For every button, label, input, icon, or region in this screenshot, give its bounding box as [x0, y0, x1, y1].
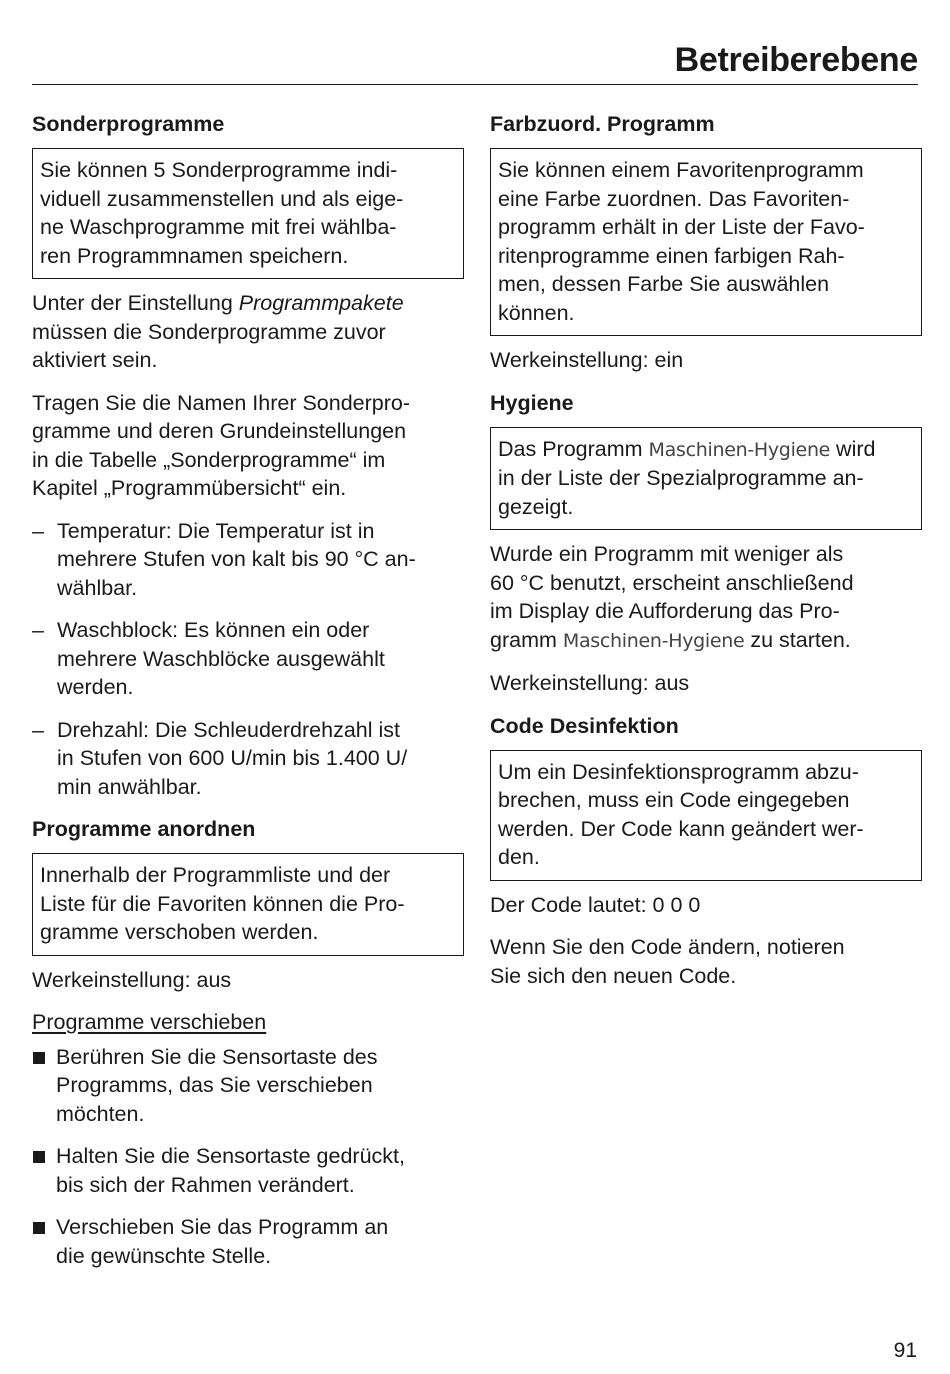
- box-line: werden. Der Code kann geändert wer-: [498, 816, 864, 841]
- code-line: Der Code lautet: 0 0 0: [490, 892, 701, 917]
- subheading-programme-verschieben: Programme verschieben: [32, 1010, 267, 1034]
- text: mehrere Waschblöcke ausgewählt: [57, 646, 385, 671]
- text: in die Tabelle „Sonderprogramme“ im: [32, 447, 386, 472]
- step-item: [32, 1142, 464, 1199]
- text: Kapitel „Programmübersicht“ ein.: [32, 476, 347, 500]
- info-box-sonderprogramme: [32, 148, 464, 279]
- dash-marker: –: [32, 518, 44, 543]
- text: aktiviert sein.: [32, 348, 158, 372]
- box-line: ren Programmnamen speichern.: [40, 243, 349, 268]
- text: Wurde ein Programm mit weniger als: [490, 542, 844, 566]
- heading-hygiene: Hygiene: [490, 390, 574, 415]
- text: wird: [830, 436, 876, 461]
- list-item: [32, 517, 464, 603]
- box-line: gramme verschoben werden.: [40, 920, 319, 944]
- text: Waschblock: Es können ein oder: [57, 618, 370, 642]
- text: 60 °C benutzt, erscheint anschließend: [490, 570, 854, 595]
- heading-code-desinfektion: Code Desinfektion: [490, 713, 679, 738]
- text: Halten Sie die Sensortaste gedrückt,: [56, 1144, 405, 1168]
- text: möchten.: [56, 1101, 145, 1126]
- dash-marker: –: [32, 717, 44, 742]
- page-title: Betreiberebene: [674, 41, 918, 79]
- box-line: können.: [498, 300, 575, 325]
- box-line: den.: [498, 845, 540, 869]
- display-text: Maschinen-Hygiene: [648, 438, 831, 461]
- page-header: [32, 36, 918, 85]
- page-number: 91: [893, 1339, 917, 1362]
- box-line: eine Farbe zuordnen. Das Favoriten-: [498, 186, 850, 211]
- heading-farbzuordnung: Farbzuord. Programm: [490, 112, 715, 136]
- text: Unter der Einstellung: [32, 291, 239, 315]
- text: min anwählbar.: [57, 774, 202, 799]
- box-line: ne Waschprogramme mit frei wählba-: [40, 215, 397, 239]
- text: Verschieben Sie das Programm an: [56, 1215, 389, 1239]
- text: bis sich der Rahmen verändert.: [56, 1172, 355, 1197]
- setting-hygiene: Werkeinstellung: aus: [490, 671, 690, 695]
- text: gramme und deren Grundeinstellungen: [32, 419, 407, 443]
- text: werden.: [57, 675, 134, 699]
- square-bullet-icon: [33, 1052, 45, 1064]
- info-box-code-desinfektion: [490, 750, 922, 881]
- box-line: viduell zusammenstellen und als eige-: [40, 186, 404, 211]
- emphasis-programmpakete: Programmpakete: [238, 291, 404, 315]
- box-line: Innerhalb der Programmliste und der: [40, 863, 391, 887]
- box-line: programm erhält in der Liste der Favo-: [498, 215, 865, 239]
- info-box-hygiene: [490, 427, 922, 531]
- dash-marker: –: [32, 618, 44, 642]
- square-bullet-icon: [33, 1222, 45, 1234]
- setting-farbzuordnung: Werkeinstellung: ein: [490, 348, 684, 372]
- text: Temperatur: Die Temperatur ist in: [57, 518, 375, 543]
- text: die gewünschte Stelle.: [56, 1243, 272, 1268]
- step-item: [32, 1213, 464, 1270]
- paragraph-tabelle: [32, 389, 464, 503]
- text: Berühren Sie die Sensortaste des: [56, 1044, 378, 1069]
- text: zu starten.: [744, 627, 851, 652]
- setting-anordnen: Werkeinstellung: aus: [32, 967, 232, 992]
- box-line: Sie können einem Favoritenprogramm: [498, 158, 864, 182]
- settings-list: [32, 517, 464, 802]
- box-line: Sie können 5 Sonderprogramme indi-: [40, 158, 398, 182]
- box-line: Um ein Desinfektionsprogramm abzu-: [498, 759, 859, 784]
- list-item: [32, 616, 464, 702]
- box-line: in der Liste der Spezialprogramme an-: [498, 466, 864, 490]
- text: Sie sich den neuen Code.: [490, 963, 737, 988]
- box-line: brechen, muss ein Code eingegeben: [498, 788, 850, 812]
- box-line: ritenprogramme einen farbigen Rah-: [498, 243, 845, 268]
- heading-sonderprogramme: Sonderprogramme: [32, 112, 225, 136]
- text: Drehzahl: Die Schleuderdrehzahl ist: [57, 717, 400, 742]
- text: mehrere Stufen von kalt bis 90 °C an-: [57, 547, 416, 571]
- right-column: [490, 110, 922, 1004]
- paragraph-programmpakete: [32, 289, 464, 375]
- text: Programms, das Sie verschieben: [56, 1073, 373, 1097]
- step-item: [32, 1043, 464, 1129]
- text: gramm: [490, 627, 563, 652]
- paragraph-hygiene: [490, 540, 922, 655]
- steps-list: [32, 1043, 464, 1271]
- info-box-programme-anordnen: [32, 853, 464, 956]
- box-line: Liste für die Favoriten können die Pro-: [40, 891, 405, 916]
- paragraph-code-aendern: [490, 933, 922, 990]
- square-bullet-icon: [33, 1151, 45, 1163]
- text: Tragen Sie die Namen Ihrer Sonderpro-: [32, 390, 411, 415]
- list-item: [32, 716, 464, 802]
- left-column: [32, 110, 464, 1284]
- text: in Stufen von 600 U/min bis 1.400 U/: [57, 746, 408, 770]
- heading-programme-anordnen: Programme anordnen: [32, 817, 256, 841]
- text: im Display die Aufforderung das Pro-: [490, 599, 840, 623]
- info-box-farbzuordnung: [490, 148, 922, 336]
- text: Wenn Sie den Code ändern, notieren: [490, 935, 845, 959]
- text: Das Programm: [498, 436, 649, 461]
- box-line: [498, 435, 914, 465]
- text: müssen die Sonderprogramme zuvor: [32, 319, 386, 344]
- text: wählbar.: [57, 575, 138, 600]
- display-text: Maschinen-Hygiene: [562, 629, 745, 652]
- box-line: gezeigt.: [498, 494, 574, 519]
- box-line: men, dessen Farbe Sie auswählen: [498, 272, 830, 296]
